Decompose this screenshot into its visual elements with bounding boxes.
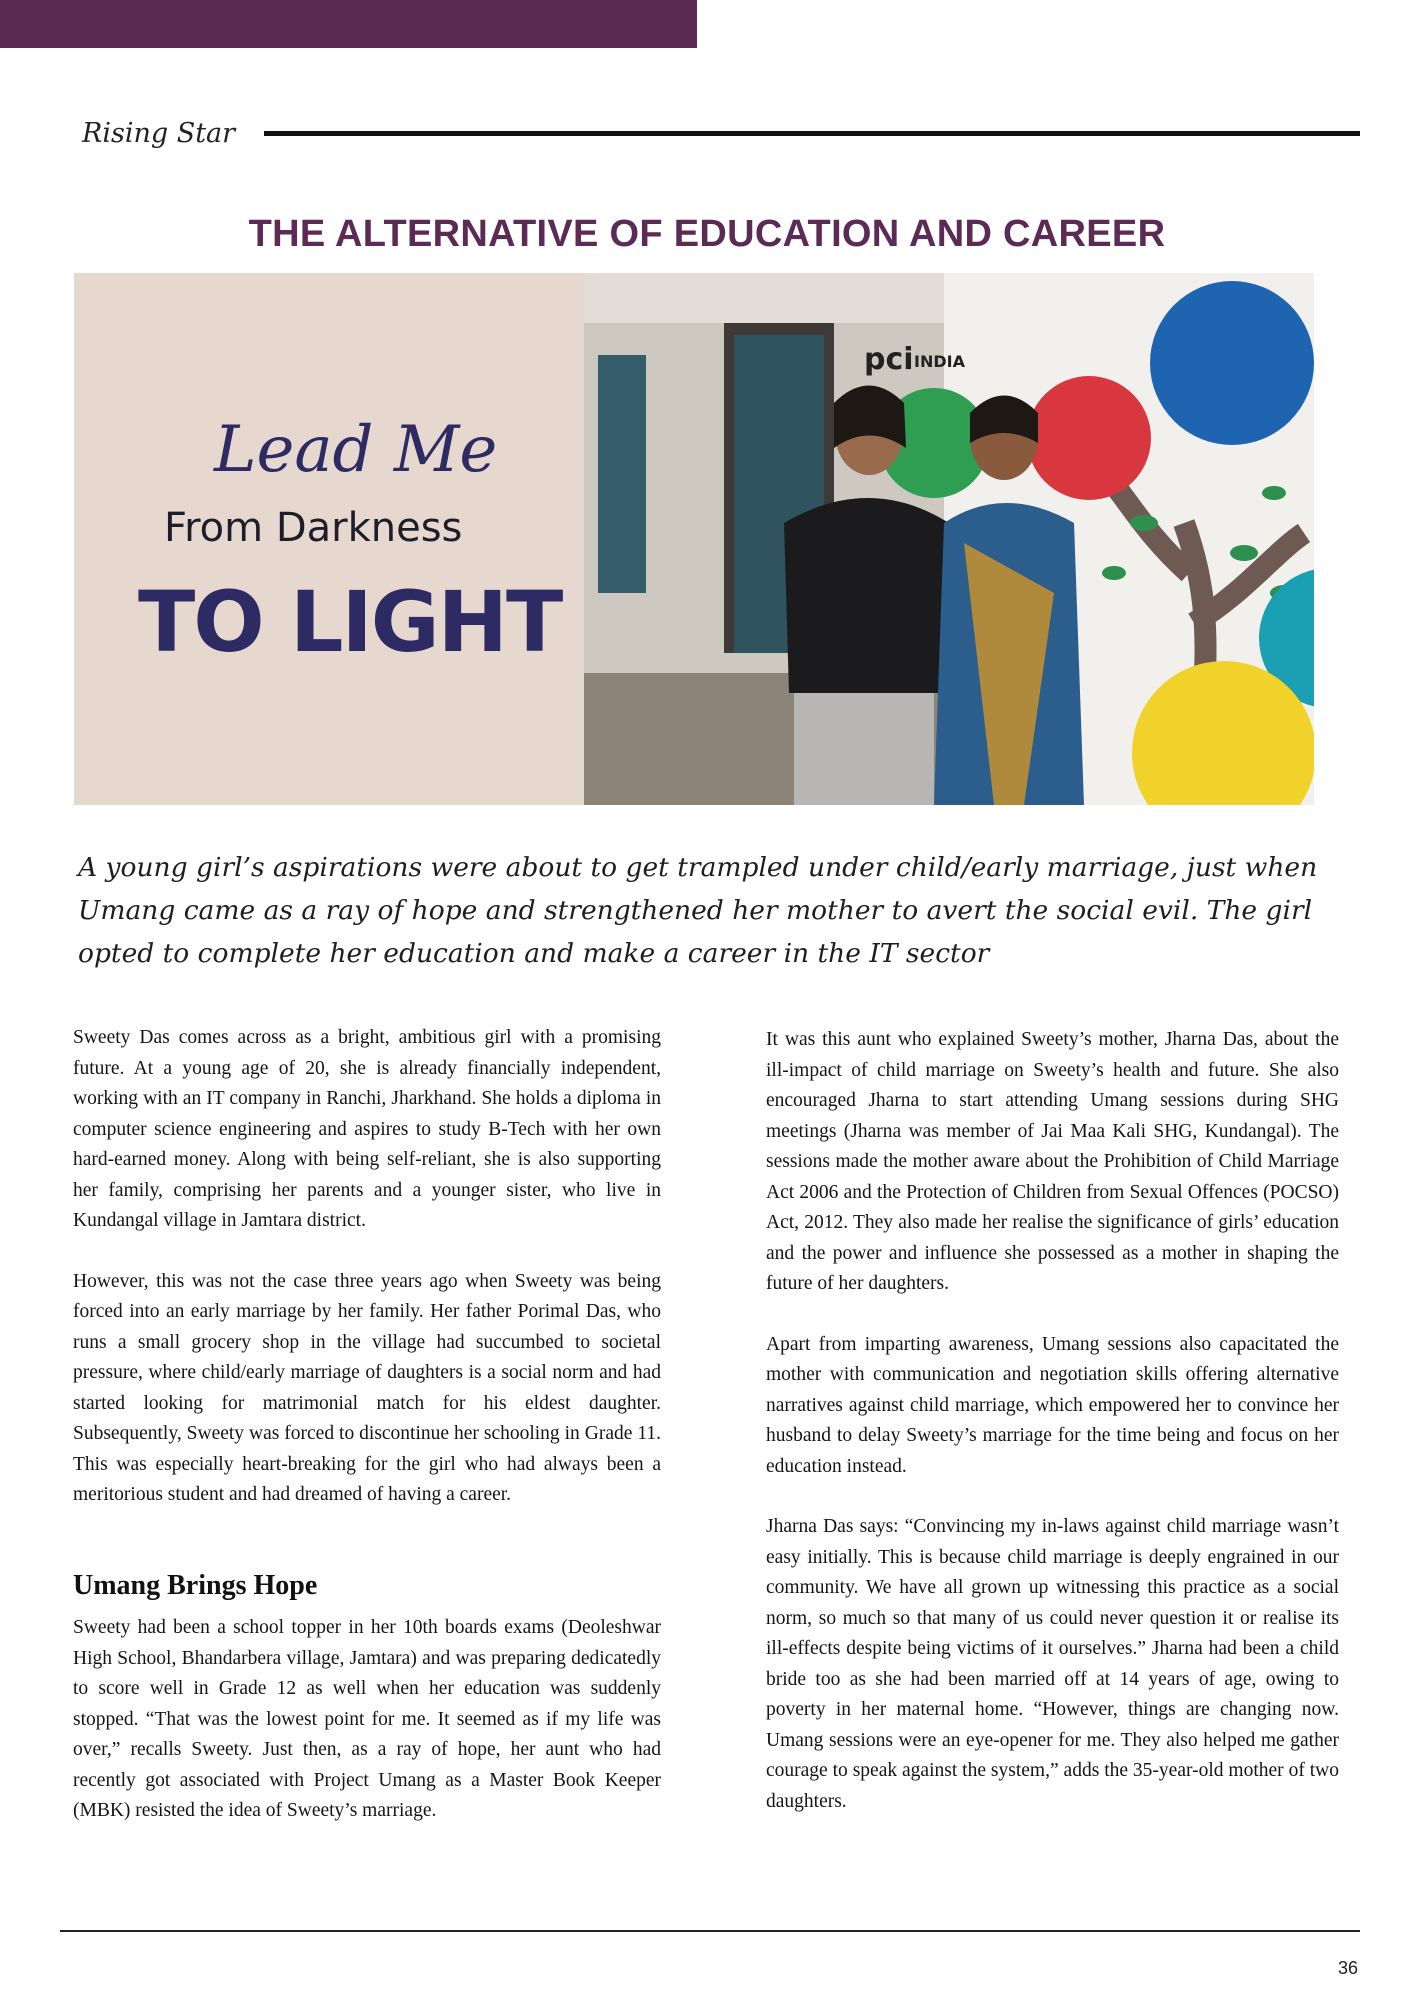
section-label: Rising Star: [82, 118, 236, 149]
body-paragraph: Jharna Das says: “Convincing my in-laws against child marriage wasn’t easy initially. This is because child marriage is deeply engrained in our community. We have all grown up witnessing this practice as a social norm, so much so that many of us could never question it or realise its ill-effects despite being victims of it ourselves.” Jharna had been a child bride too as she had been married off at 14 years of age, owing to poverty in her maternal home. “However, things are changing now. Umang sessions were an eye-opener for me. They also helped me gather courage to speak against the system,” adds the 35-year-old mother of two daughters.: [766, 1516, 1339, 1812]
top-color-band: [0, 0, 697, 48]
body-paragraph: However, this was not the case three years ago when Sweety was being forced into an early marriage by her family. Her father Porimal Das, who runs a small grocery shop in the village had succumbed to societal pressure, where child/early marriage of daughters is a social norm and had started looking for matrimonial match for his eldest daughter. Subsequently, Sweety was forced to discontinue her schooling in Grade 11. This was especially heart-breaking for the girl who had always been a meritorious student and had dreamed of having a career.: [73, 1270, 661, 1505]
photo-mural-logo: pci: [864, 342, 914, 377]
page-headline: THE ALTERNATIVE OF EDUCATION AND CAREER: [248, 213, 1166, 256]
article-column-right: [766, 1025, 1339, 1817]
hero-photo: [584, 273, 1314, 805]
banner-title-middle: From Darkness: [164, 505, 463, 551]
photo-roof-strip: [584, 273, 944, 323]
photo-mural-leaf: [1130, 515, 1158, 531]
article-column-left: [73, 1023, 661, 1827]
banner-title-block: [74, 273, 584, 805]
section-subhead: Umang Brings Hope: [73, 1569, 318, 1601]
hero-banner: [74, 273, 1314, 805]
footer-rule: [60, 1930, 1360, 1932]
banner-title-script: Lead Me: [214, 413, 498, 487]
banner-title-bold: TO LIGHT: [138, 573, 562, 671]
section-rule: [264, 131, 1360, 136]
photo-mural-circle-blue: [1150, 281, 1314, 445]
svg-text:INDIA: INDIA: [914, 352, 965, 371]
photo-door-left: [598, 355, 646, 593]
body-paragraph: Sweety Das comes across as a bright, ambitious girl with a promising future. At a young age of 20, she is already financially independent, working with an IT company in Ranchi, Jharkhand. She holds a diploma in computer science engineering and aspires to study B-Tech with her own hard-earned money. Along with being self-reliant, she is also supporting her family, comprising her parents and a younger sister, who live in Kundangal village in Jamtara district.: [73, 1027, 661, 1231]
body-paragraph: Sweety had been a school topper in her 10th boards exams (Deoleshwar High School, Bhandarbera village, Jamtara) and was preparing dedicatedly to score well in Grade 12 as well when her education was suddenly stopped. “That was the lowest point for me. It seemed as if my life was over,” recalls Sweety. Just then, as a ray of hope, her aunt who had recently got associated with Project Umang as a Master Book Keeper (MBK) resisted the idea of Sweety’s marriage.: [73, 1617, 661, 1821]
body-paragraph: Apart from imparting awareness, Umang sessions also capacitated the mother with communication and negotiation skills offering alternative narratives against child marriage, which empowered her to convince her husband to delay Sweety’s marriage for the time being and focus on her education instead.: [766, 1333, 1339, 1477]
photo-mural-circle-red: [1027, 376, 1151, 500]
page-number: 36: [1337, 1958, 1358, 1978]
article-standfirst: A young girl’s aspirations were about to get trampled under child/early marriage, just when Umang came as a ray of hope and strengthened her mother to avert the social evil. The girl opted to complete her education and make a career in the IT sector: [78, 852, 1318, 969]
body-paragraph: It was this aunt who explained Sweety’s mother, Jharna Das, about the ill-impact of child marriage on Sweety’s health and future. She also encouraged Jharna to start attending Umang sessions during SHG meetings (Jharna was member of Jai Maa Kali SHG, Kundangal). The sessions made the mother aware about the Prohibition of Child Marriage Act 2006 and the Protection of Children from Sexual Offences (POCSO) Act, 2012. They also made her realise the significance of girls’ education and the power and influence she possessed as a mother in shaping the future of her daughters.: [766, 1029, 1339, 1294]
